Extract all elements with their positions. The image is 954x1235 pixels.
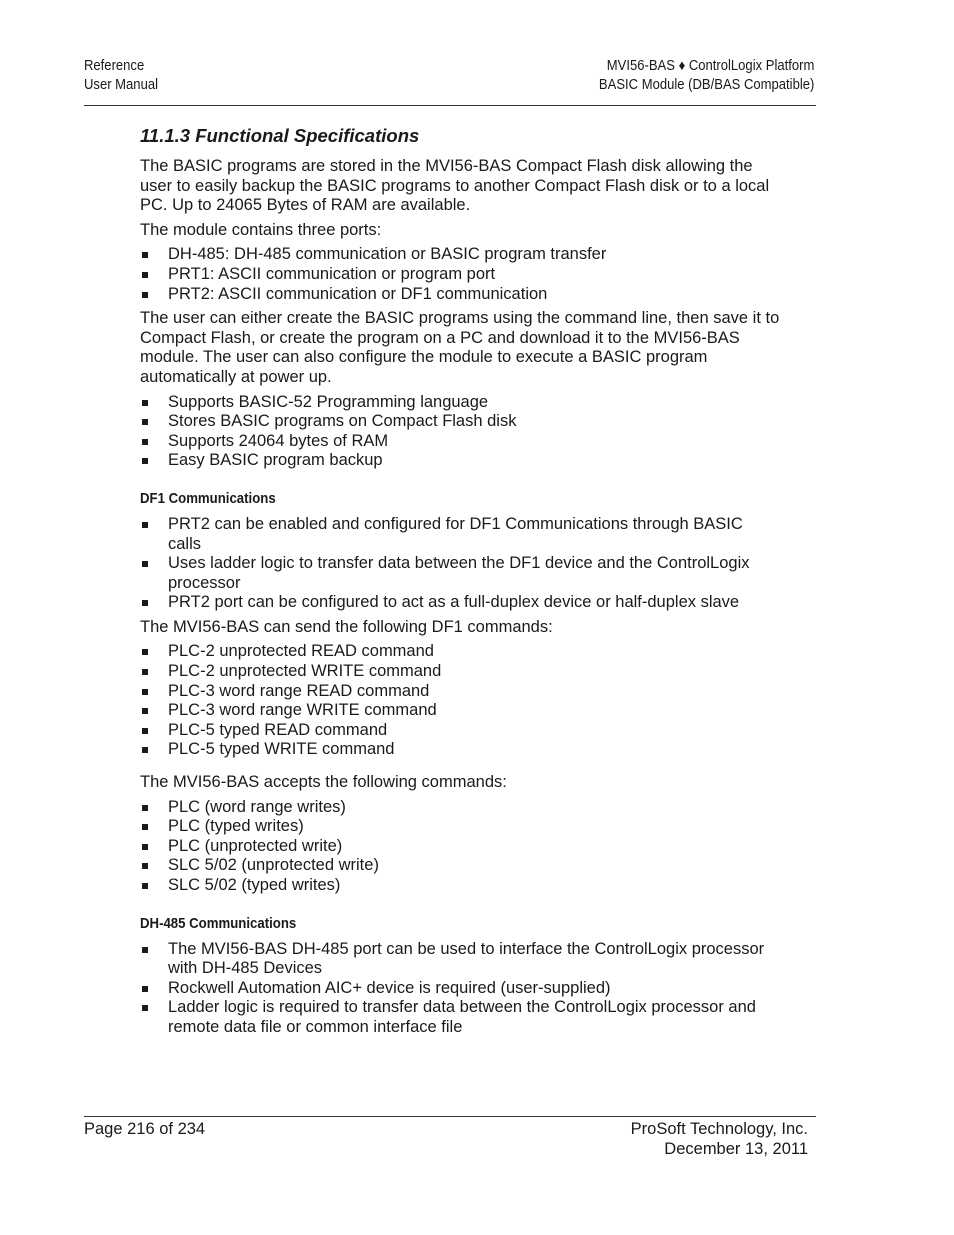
df1-send-intro: The MVI56-BAS can send the following DF1 commands:	[140, 617, 553, 636]
page-footer-right	[631, 1120, 808, 1159]
footer-company: ProSoft Technology, Inc.	[630, 1120, 808, 1138]
list-item: PLC-2 unprotected WRITE command	[140, 662, 780, 682]
list-item: PRT2: ASCII communication or DF1 communication	[140, 285, 780, 305]
df1-list	[140, 515, 780, 613]
intro-paragraph: The BASIC programs are stored in the MVI56-BAS Compact Flash disk allowing the user to easily backup the BASIC programs to another Compact Flash disk or to a local PC. Up to 24065 Bytes of RAM are available.	[140, 157, 770, 215]
list-item: Easy BASIC program backup	[140, 451, 780, 471]
list-item: PLC (unprotected write)	[140, 837, 780, 857]
list-item: PLC-3 word range WRITE command	[140, 701, 780, 721]
header-rule	[84, 105, 816, 106]
df1-accept-intro: The MVI56-BAS accepts the following commands:	[140, 773, 507, 792]
dh485-list	[140, 940, 780, 1038]
header-reference: Reference	[84, 58, 145, 74]
header-product: MVI56-BAS ♦ ControlLogix Platform	[606, 58, 814, 74]
list-item: PLC-5 typed WRITE command	[140, 740, 780, 760]
page-header-right	[599, 57, 814, 95]
ports-list	[140, 245, 780, 304]
footer-date: December 13, 2011	[664, 1139, 808, 1158]
df1-send-list	[140, 642, 780, 760]
dh485-heading: DH-485 Communications	[140, 914, 297, 932]
df1-accept-list	[140, 798, 780, 896]
footer-rule	[84, 1116, 816, 1117]
list-item: PLC-5 typed READ command	[140, 721, 780, 741]
list-item: DH-485: DH-485 communication or BASIC program transfer	[140, 245, 780, 265]
list-item: SLC 5/02 (unprotected write)	[140, 856, 780, 876]
list-item: PLC-3 word range READ command	[140, 682, 780, 702]
list-item: PRT2 port can be configured to act as a full-duplex device or half-duplex slave	[140, 593, 780, 613]
list-item: PLC (word range writes)	[140, 798, 780, 818]
list-item: PLC-2 unprotected READ command	[140, 642, 780, 662]
page-body	[140, 125, 780, 1043]
list-item: Supports BASIC-52 Programming language	[140, 393, 780, 413]
page-number: Page 216 of 234	[84, 1120, 206, 1138]
list-item: PRT1: ASCII communication or program port	[140, 265, 780, 285]
list-item: Stores BASIC programs on Compact Flash disk	[140, 412, 780, 432]
features-list	[140, 393, 780, 471]
list-item: Rockwell Automation AIC+ device is required (user-supplied)	[140, 979, 780, 999]
programs-paragraph: The user can either create the BASIC programs using the command line, then save it to Compact Flash, or create the program on a PC and download it to the MVI56-BAS module. The user can also configure the module to execute a BASIC program automatically at power up.	[140, 309, 780, 386]
header-user-manual: User Manual	[84, 77, 158, 93]
list-item: The MVI56-BAS DH-485 port can be used to interface the ControlLogix processor with DH-485 Devices	[140, 940, 780, 979]
list-item: Uses ladder logic to transfer data between the DF1 device and the ControlLogix processor	[140, 554, 780, 593]
list-item: PLC (typed writes)	[140, 817, 780, 837]
list-item: Supports 24064 bytes of RAM	[140, 432, 780, 452]
list-item: SLC 5/02 (typed writes)	[140, 876, 780, 896]
section-title: 11.1.3 Functional Specifications	[140, 125, 420, 146]
header-module: BASIC Module (DB/BAS Compatible)	[598, 77, 814, 93]
list-item: Ladder logic is required to transfer data between the ControlLogix processor and remote data file or common interface file	[140, 998, 780, 1037]
ports-intro: The module contains three ports:	[140, 220, 382, 239]
df1-heading: DF1 Communications	[140, 489, 276, 507]
page-header-left	[84, 57, 158, 95]
list-item: PRT2 can be enabled and configured for DF1 Communications through BASIC calls	[140, 515, 780, 554]
